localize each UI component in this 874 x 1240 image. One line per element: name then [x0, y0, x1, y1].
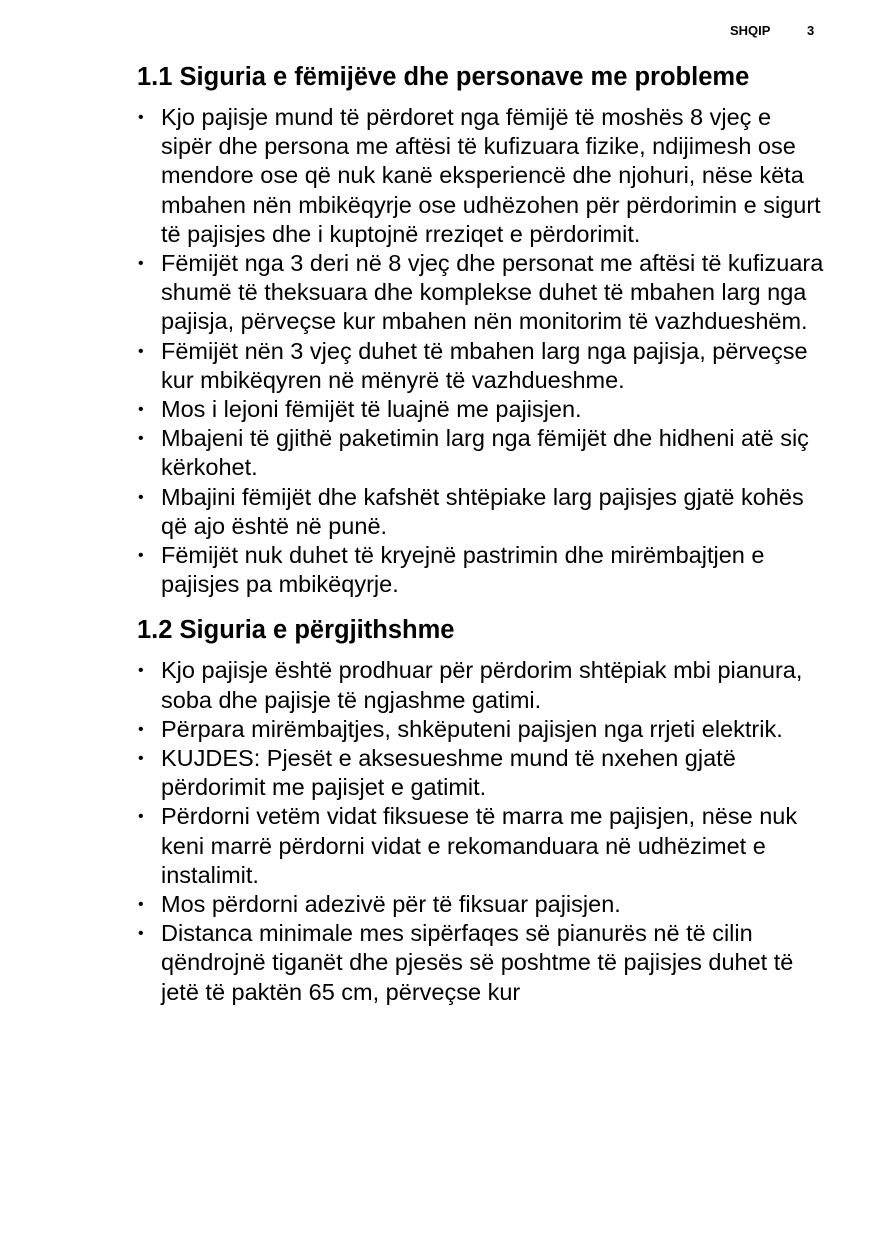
- list-item: [137, 802, 827, 890]
- bullet-icon: •: [138, 401, 144, 419]
- list-item: [137, 395, 827, 424]
- bullet-icon: •: [138, 547, 144, 565]
- bullet-icon: •: [138, 109, 144, 126]
- header-page-number: 3: [807, 23, 815, 38]
- list-item: [137, 103, 827, 249]
- bullet-icon: •: [138, 925, 144, 943]
- page-header: [700, 23, 820, 41]
- children-safety-list: [137, 103, 827, 599]
- page-content: [137, 62, 827, 1007]
- bullet-icon: •: [138, 342, 144, 360]
- list-item-text: Mbajini fëmijët dhe kafshët shtëpiake larg pajisjes gjatë kohës që ajo është në punë.: [161, 483, 804, 539]
- header-language: SHQIP: [730, 23, 771, 38]
- list-item-text: Kjo pajisje është prodhuar për përdorim shtëpiak mbi pianura, soba dhe pajisje të ngjashme gatimi.: [161, 657, 803, 713]
- section-title-general-safety: 1.2 Siguria e përgjithshme: [137, 616, 455, 645]
- list-item: [137, 337, 827, 395]
- list-item: [137, 744, 827, 802]
- bullet-icon: •: [138, 896, 144, 914]
- list-item-text: Mos i lejoni fëmijët të luajnë me pajisjen.: [161, 396, 582, 423]
- general-safety-list: [137, 656, 827, 1006]
- bullet-icon: •: [138, 430, 144, 448]
- bullet-icon: •: [138, 255, 144, 273]
- list-item: [137, 890, 827, 919]
- list-item-text: Mbajeni të gjithë paketimin larg nga fëmijët dhe hidheni atë siç kërkohet.: [161, 425, 809, 481]
- list-item: [137, 919, 827, 1007]
- list-item: [137, 483, 827, 541]
- list-item-text: Përpara mirëmbajtjes, shkëputeni pajisjen nga rrjeti elektrik.: [161, 715, 783, 742]
- list-item-text: Mos përdorni adezivë për të fiksuar pajisjen.: [161, 891, 621, 918]
- list-item-text: Fëmijët nuk duhet të kryejnë pastrimin dhe mirëmbajtjen e pajisjes pa mbikëqyrje.: [161, 542, 765, 598]
- list-item-text: Fëmijët nën 3 vjeç duhet të mbahen larg nga pajisja, përveçse kur mbikëqyren në mënyrë të vazhdueshme.: [161, 337, 808, 393]
- section-title-children-safety: 1.1 Siguria e fëmijëve dhe personave me probleme: [137, 63, 750, 91]
- bullet-icon: •: [138, 720, 144, 738]
- bullet-icon: •: [138, 750, 144, 768]
- list-item-text: KUJDES: Pjesët e aksesueshme mund të nxehen gjatë përdorimit me pajisjet e gatimit.: [161, 745, 736, 801]
- list-item: [137, 656, 827, 714]
- bullet-icon: •: [138, 662, 144, 680]
- bullet-icon: •: [138, 808, 144, 826]
- bullet-icon: •: [138, 488, 144, 506]
- list-item: [137, 541, 827, 599]
- list-item-text: Distanca minimale mes sipërfaqes së pianurës në të cilin qëndrojnë tiganët dhe pjesës së poshtme të pajisjes duhet të jetë të paktën 65 cm, përveçse kur: [161, 920, 794, 1005]
- list-item: [137, 715, 827, 744]
- list-item: [137, 424, 827, 482]
- list-item-text: Përdorni vetëm vidat fiksuese të marra me pajisjen, nëse nuk keni marrë përdorni vidat e rekomanduara në udhëzimet e instalimit.: [161, 803, 798, 888]
- list-item-text: Fëmijët nga 3 deri në 8 vjeç dhe personat me aftësi të kufizuara shumë të theksuara dhe komplekse duhet të mbahen larg nga pajisja, përveçse kur mbahen nën monitorim të vazhdueshëm.: [161, 250, 824, 335]
- list-item: [137, 249, 827, 337]
- list-item-text: Kjo pajisje mund të përdoret nga fëmijë të moshës 8 vjeç e sipër dhe persona me aftësi të kufizuara fizike, ndijimesh ose mendore ose që nuk kanë eksperiencë dhe njohuri, nëse këta mbahen nën mbikëqyrje ose udhëzohen për përdorimin e sigurt të pajisjes dhe i kuptojnë rreziqet e përdorimit.: [161, 104, 821, 247]
